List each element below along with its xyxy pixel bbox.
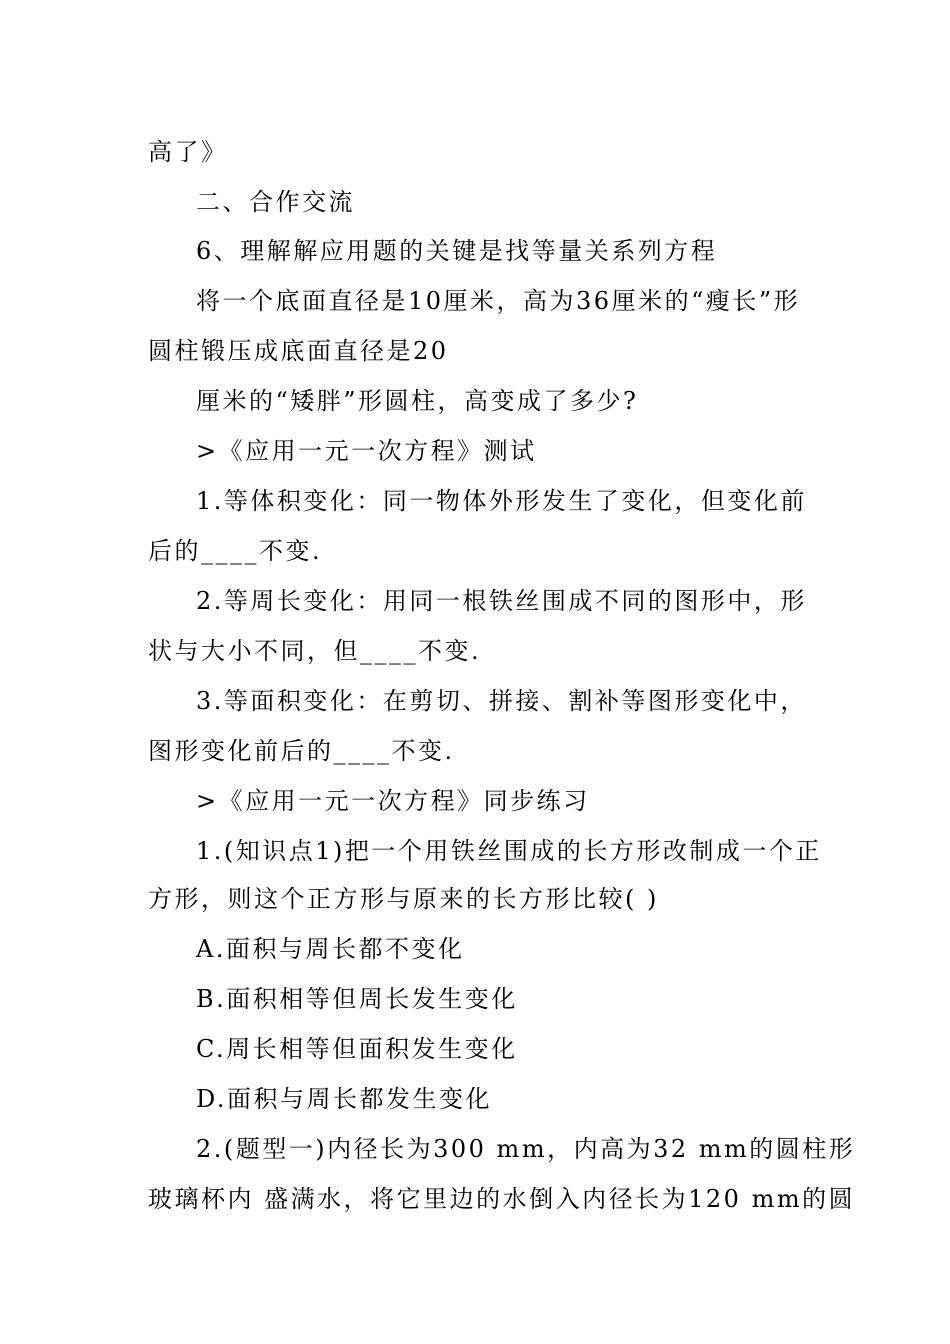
text-line-continuation: 高了》 [148, 138, 228, 166]
text-line-problem-3: 厘米的“矮胖”形圆柱，高变成了多少? [196, 387, 639, 415]
text-line-volume-2: 后的____不变. [148, 537, 323, 565]
option-a: A.面积与周长都不变化 [196, 935, 465, 963]
text-line-volume-1: 1.等体积变化：同一物体外形发生了变化，但变化前 [196, 487, 807, 515]
section-heading-practice: >《应用一元一次方程》同步练习 [196, 787, 590, 815]
option-d: D.面积与周长都发生变化 [196, 1085, 493, 1113]
text-line-key-point: 6、理解解应用题的关键是找等量关系列方程 [196, 237, 718, 265]
text-line-area-1: 3.等面积变化：在剪切、拼接、割补等图形变化中， [196, 687, 807, 715]
text-line-perimeter-1: 2.等周长变化：用同一根铁丝围成不同的图形中，形 [196, 587, 807, 615]
option-c: C.周长相等但面积发生变化 [196, 1035, 518, 1063]
text-line-area-2: 图形变化前后的____不变. [148, 737, 455, 765]
option-b: B.面积相等但周长发生变化 [196, 985, 518, 1013]
section-heading-test: >《应用一元一次方程》测试 [196, 437, 537, 465]
text-line-problem-1: 将一个底面直径是10厘米，高为36厘米的“瘦长”形 [196, 287, 801, 315]
text-line-perimeter-2: 状与大小不同，但____不变. [148, 637, 482, 665]
text-line-problem-2: 圆柱锻压成底面直径是20 [148, 337, 449, 365]
text-line-question-1b: 方形，则这个正方形与原来的长方形比较( ) [148, 885, 659, 913]
text-line-question-1a: 1.(知识点1)把一个用铁丝围成的长方形改制成一个正 [196, 837, 822, 865]
section-heading-cooperation: 二、合作交流 [196, 188, 355, 216]
text-line-question-2a: 2.(题型一)内径长为300 mm，内高为32 mm的圆柱形 [196, 1135, 856, 1163]
text-line-question-2b: 玻璃杯内 盛满水，将它里边的水倒入内径长为120 mm的圆 [148, 1185, 856, 1213]
